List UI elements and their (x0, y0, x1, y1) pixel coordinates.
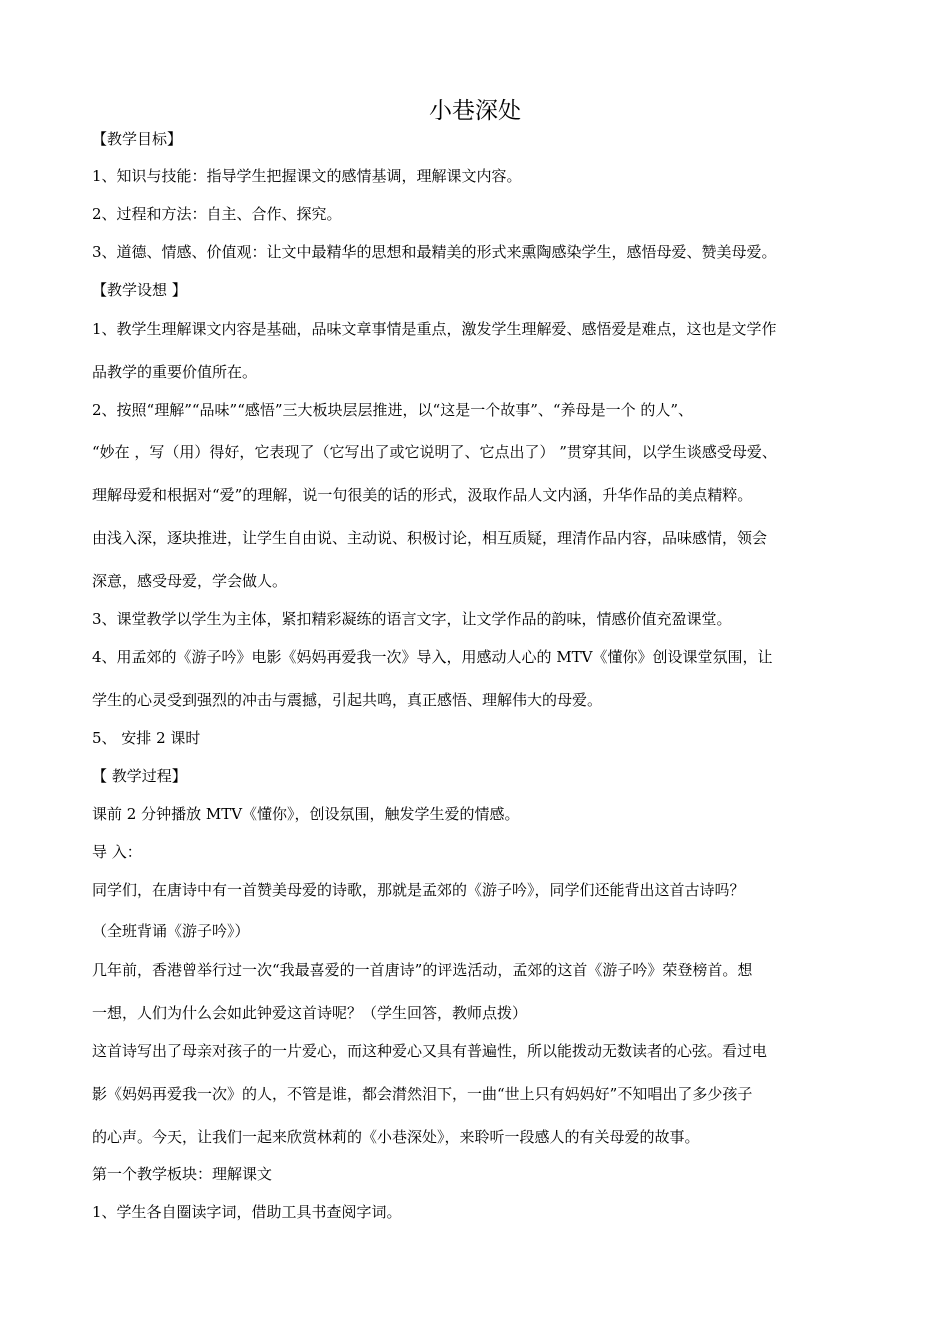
paragraph-line: 影《妈妈再爱我一次》的人，不管是谁，都会潸然泪下，一曲“世上只有妈妈好”不知唱出了多少孩子 (92, 1085, 753, 1103)
paragraph-line: 3、课堂教学以学生为主体，紧扣精彩凝练的语言文字，让文学作品的韵味，情感价值充盈课堂。 (92, 610, 732, 628)
document-title: 小巷深处 (429, 98, 521, 124)
paragraph-line: 第一个教学板块：理解课文 (92, 1165, 273, 1183)
paragraph-line: 1、教学生理解课文内容是基础，品味文章事情是重点，激发学生理解爱、感悟爱是难点，这也是文学作 (92, 320, 777, 338)
paragraph-line: 品教学的重要价值所在。 (92, 363, 258, 381)
paragraph-line: 3、道德、情感、价值观：让文中最精华的思想和最精美的形式来熏陶感染学生，感悟母爱、赞美母爱。 (92, 243, 777, 261)
paragraph-line: 一想，人们为什么会如此钟爱这首诗呢？（学生回答，教师点拨） (92, 1004, 528, 1022)
paragraph-line: 导 入： (92, 843, 142, 861)
paragraph-line: 1、学生各自圈读字词，借助工具书查阅字词。 (92, 1203, 402, 1221)
paragraph-line: 几年前，香港曾举行过一次“我最喜爱的一首唐诗”的评选活动，孟郊的这首《游子吟》荣登榜首。想 (92, 961, 753, 979)
paragraph-line: 2、按照“理解”“品味”“感悟”三大板块层层推进，以“这是一个故事”、“养母是一个 的人”、 (92, 401, 693, 419)
paragraph-line: 这首诗写出了母亲对孩子的一片爱心，而这种爱心又具有普遍性，所以能拨动无数读者的心弦。看过电 (92, 1042, 768, 1060)
paragraph-line: 同学们，在唐诗中有一首赞美母爱的诗歌，那就是孟郊的《游子吟》，同学们还能背出这首古诗吗？ (92, 881, 745, 899)
paragraph-line: 5、 安排 2 课时 (92, 729, 201, 747)
paragraph-line: 4、用孟郊的《游子吟》电影《妈妈再爱我一次》导入，用感动人心的 MTV《懂你》创设课堂氛围，让 (92, 648, 773, 666)
paragraph-line: 深意，感受母爱，学会做人。 (92, 572, 288, 590)
section-heading-process: 【 教学过程】 (92, 767, 187, 785)
paragraph-line: 理解母爱和根据对“爱”的理解，说一句很美的话的形式，汲取作品人文内涵，升华作品的美点精粹。 (92, 486, 753, 504)
paragraph-line: 课前 2 分钟播放 MTV《懂你》，创设氛围，触发学生爱的情感。 (92, 805, 520, 823)
paragraph-line: “妙在 ，写（用）得好，它表现了（它写出了或它说明了、它点出了） ”贯穿其间，以学生谈感受母爱、 (92, 443, 777, 461)
section-heading-objectives: 【教学目标】 (92, 130, 183, 148)
paragraph-line: 1、知识与技能：指导学生把握课文的感情基调，理解课文内容。 (92, 167, 522, 185)
paragraph-line: 学生的心灵受到强烈的冲击与震撼，引起共鸣，真正感悟、理解伟大的母爱。 (92, 691, 603, 709)
paragraph-line: （全班背诵《游子吟》） (92, 922, 250, 940)
paragraph-line: 2、过程和方法：自主、合作、探究。 (92, 205, 342, 223)
paragraph-line: 由浅入深，逐块推进，让学生自由说、主动说、积极讨论，相互质疑，理清作品内容，品味感情，领会 (92, 529, 768, 547)
section-heading-design: 【教学设想 】 (92, 281, 187, 299)
paragraph-line: 的心声。今天，让我们一起来欣赏林莉的《小巷深处》，来聆听一段感人的有关母爱的故事。 (92, 1128, 700, 1146)
